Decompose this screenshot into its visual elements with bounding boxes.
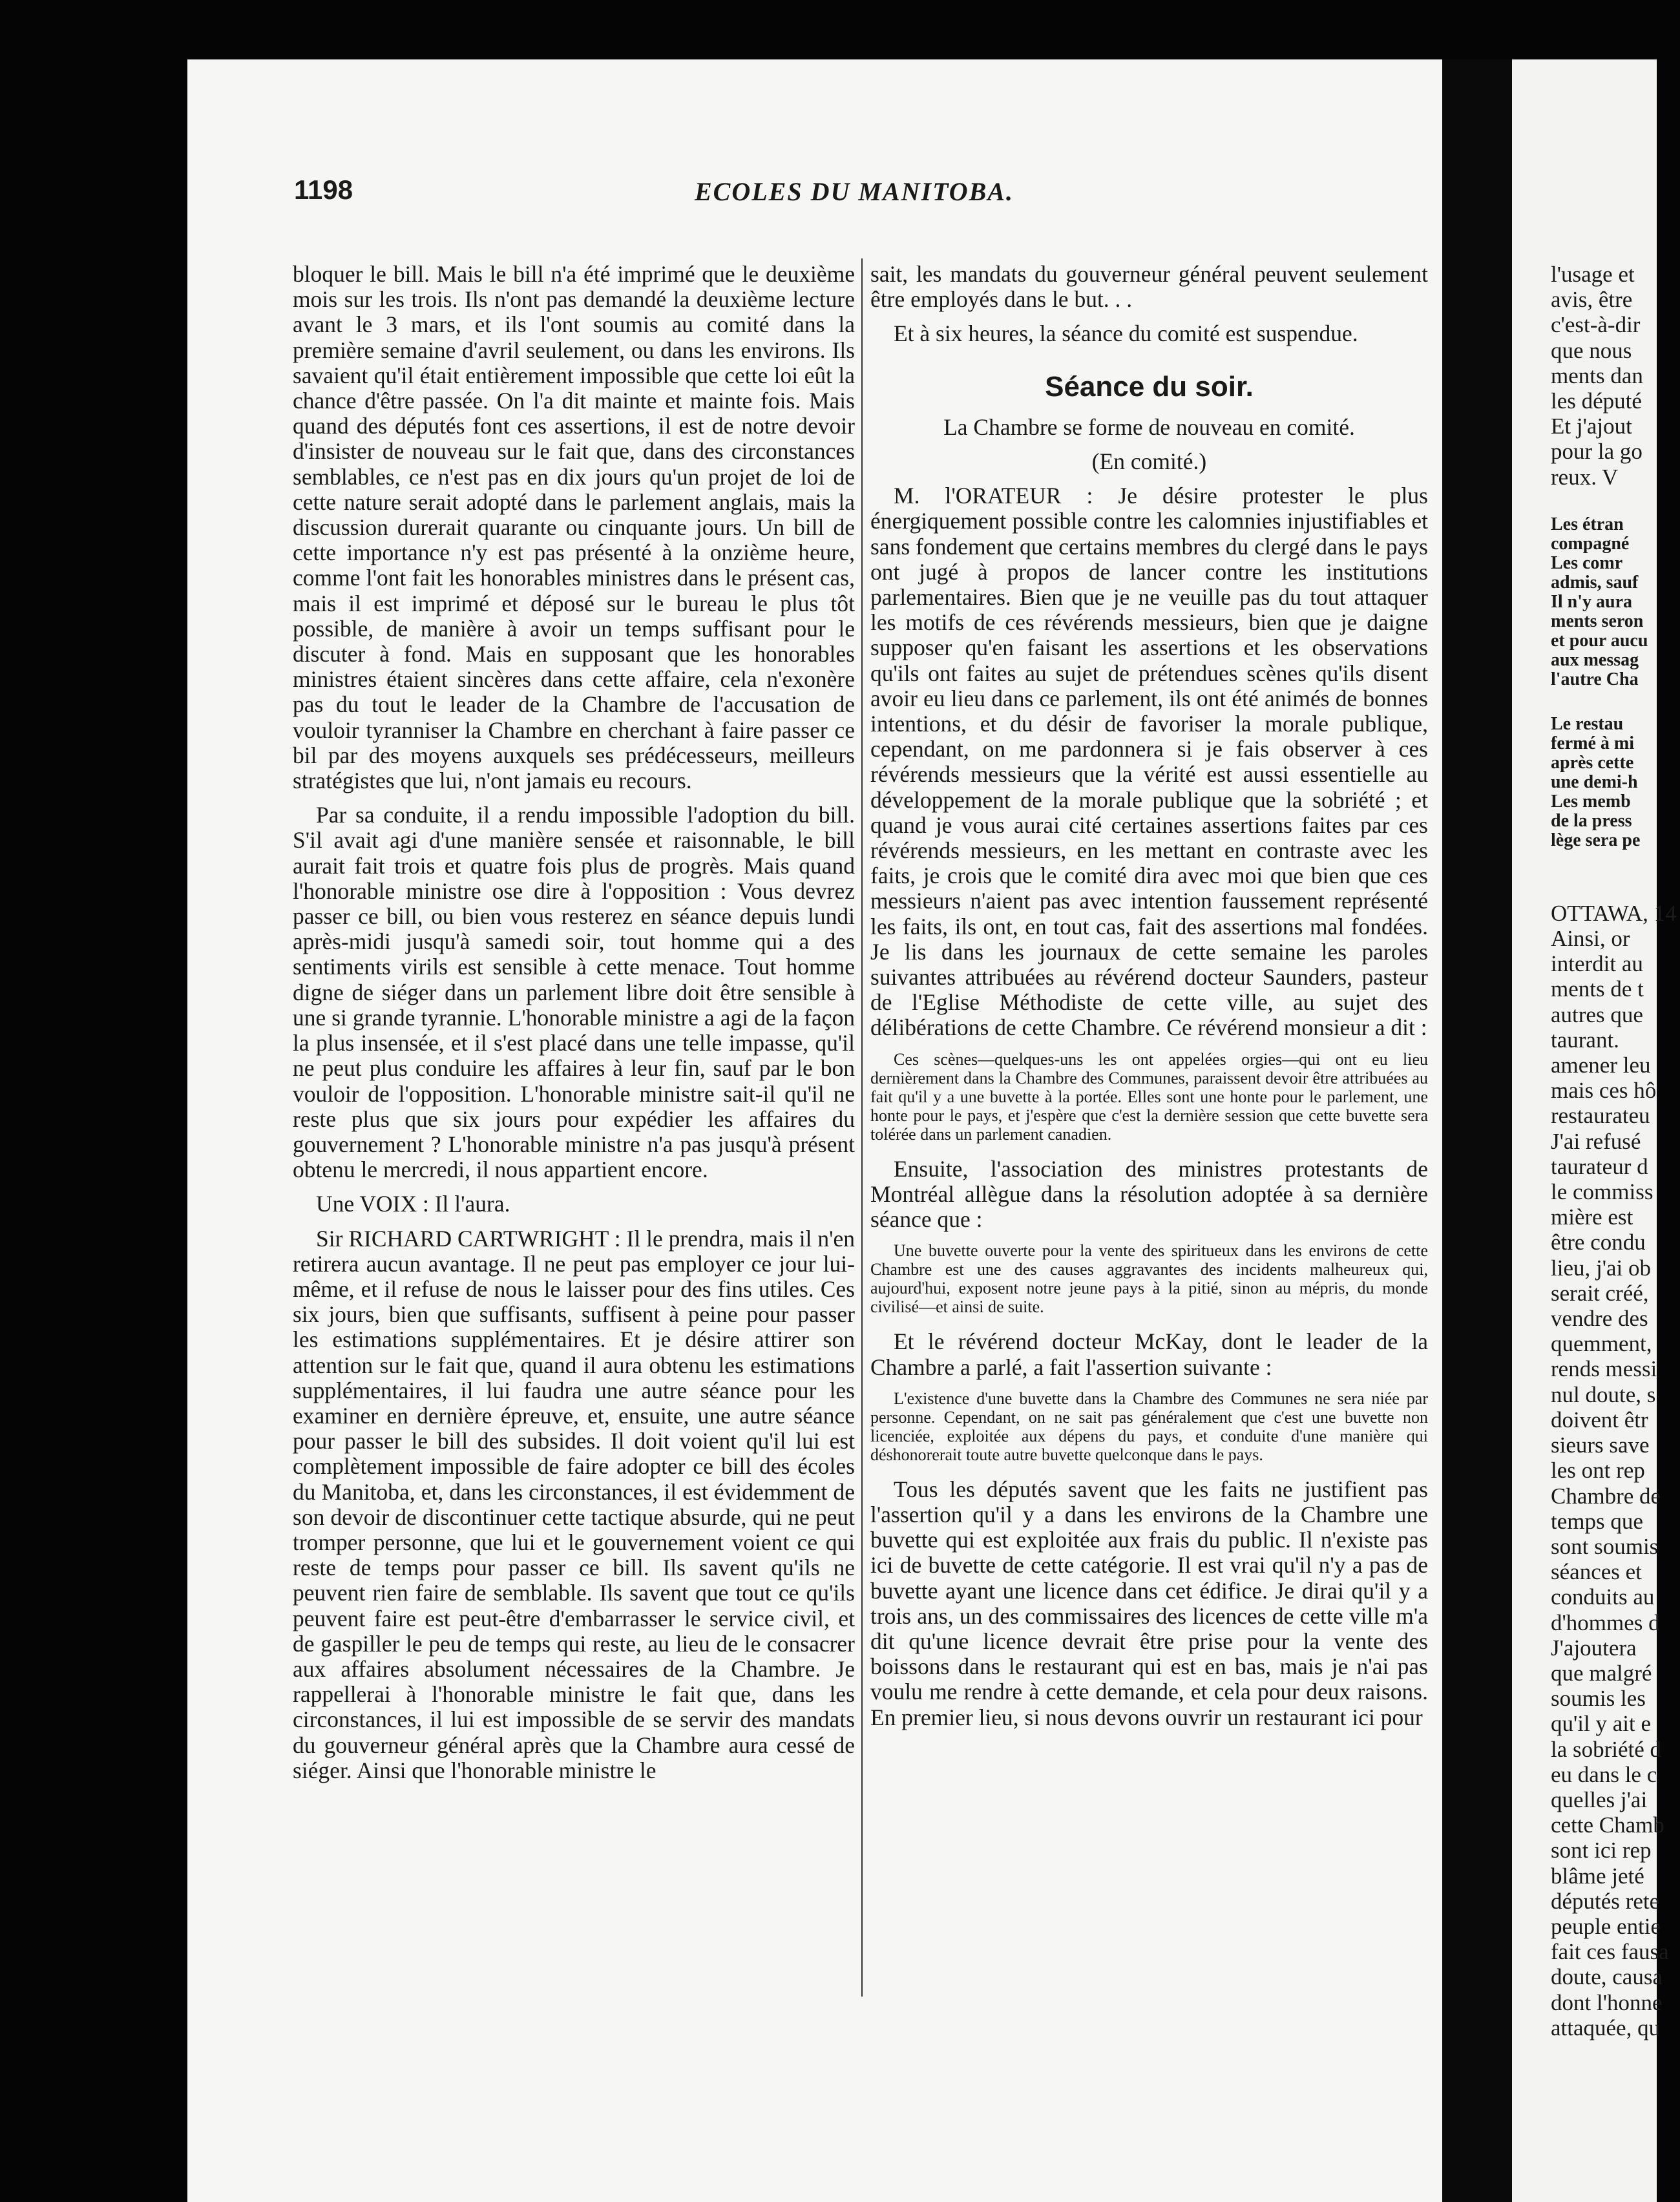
running-head: ECOLES DU MANITOBA. (695, 177, 1014, 206)
fragment-line: admis, sauf (1551, 572, 1639, 592)
fragment-line: sieurs save (1551, 1432, 1650, 1458)
paragraph: bloquer le bill. Mais le bill n'a été imprimé que le deuxième mois sur les trois. Ils n'ont pas demandé la deuxième lecture avant le 3 mars, et ils l'ont soumis au comité dans la première semaine d'avril seulement, ou dans les environs. Ils savaient qu'il était entièrement impossible que cette loi eût la chance d'être passée. On l'a dit mainte et mainte fois. Mais quand des députés font ces assertions, il est de notre devoir d'insister de nouveau sur le fait que, dans des circonstances semblables, ce n'est pas en dix jours qu'un projet de loi de cette nature serait adopté dans le parlement anglais, mais la discussion durerait quarante ou cinquante jours. Un bill de cette importance n'y est pas présenté à la onzième heure, comme l'ont fait les honorables ministres dans le présent cas, mais il est imprimé et déposé sur le bureau le plus tôt possible, de manière à avoir un temps suffisant pour le discuter à fond. Mais en supposant que les honorables ministres étaient sincères dans cette affaire, cela n'exonère pas du tout le leader de la Chambre de l'accusation de vouloir tyranniser la Chambre en cherchant à faire passer ce bil par des moyens auxquels ses prédécesseurs, meilleurs stratégistes que lui, n'ont jamais eu recours. (293, 261, 855, 794)
page-gutter (1442, 59, 1512, 2202)
fragment-line: J'ai refusé (1551, 1128, 1641, 1154)
fragment-line: Il n'y aura (1551, 591, 1633, 612)
paragraph: Ensuite, l'association des ministres protestants de Montréal allègue dans la résolution adoptée à sa dernière séance que : (870, 1155, 1428, 1233)
fragment-line: que nous (1551, 337, 1632, 363)
fragment-line: les député (1551, 388, 1642, 414)
fragment-line: de la press (1551, 810, 1632, 831)
paragraph: sait, les mandats du gouverneur général peuvent seulement être employés dans le but. . . (870, 261, 1428, 313)
fragment-line (1551, 689, 1680, 715)
page-number: 1198 (294, 174, 353, 205)
subheading: (En comité.) (1091, 448, 1207, 475)
next-page-fragments (1551, 262, 1680, 2040)
fragment-line: OTTAWA, 14 (1551, 900, 1677, 926)
fragment-line: pour la go (1551, 439, 1643, 465)
fragment-line: doivent êtr (1551, 1407, 1648, 1432)
block-quote: Une buvette ouverte pour la vente des spiritueux dans les environs de cette Chambre est une des causes aggravantes des incidents malheureux qui, aujourd'hui, exposent notre jeune pays à la pitié, sinon au mépris, du monde civilisé—et ainsi de suite. (870, 1241, 1428, 1317)
fragment-line: d'hommes d (1551, 1610, 1660, 1635)
fragment-line: Les memb (1551, 791, 1631, 812)
fragment-line: serait créé, (1551, 1280, 1649, 1306)
fragment-line: interdit au (1551, 951, 1643, 977)
fragment-line: doute, causa (1551, 1964, 1663, 1990)
fragment-line: Le restau (1551, 713, 1624, 734)
fragment-line: les ont rep (1551, 1458, 1645, 1484)
fragment-line: et pour aucu (1551, 630, 1648, 651)
fragment-line: c'est-à-dir (1551, 312, 1641, 338)
section-heading: Séance du soir. (1045, 370, 1254, 403)
fragment-line: blâme jeté (1551, 1863, 1644, 1889)
fragment-line: que malgré (1551, 1660, 1652, 1686)
fragment-line: séances et (1551, 1559, 1642, 1585)
fragment-line: être condu (1551, 1230, 1646, 1255)
fragment-line: Et j'ajout (1551, 414, 1632, 439)
fragment-line (1551, 876, 1680, 901)
fragment-line: amener leu (1551, 1053, 1651, 1078)
fragment-line: Chambre de (1551, 1483, 1661, 1509)
fragment-line: lège sera pe (1551, 830, 1641, 850)
fragment-line: mière est (1551, 1204, 1633, 1230)
fragment-line: fermé à mi (1551, 733, 1635, 753)
fragment-line: autres que (1551, 1001, 1643, 1027)
interjection: Une VOIX : Il l'aura. (316, 1191, 510, 1217)
fragment-line: eu dans le c (1551, 1761, 1657, 1787)
paragraph: M. l'ORATEUR : Je désire protester le plus énergiquement possible contre les calomnies injustifiables et sans fondement que certains membres du clergé dans le pays ont jugé à propos de lancer contre les institutions parlementaires. Bien que je ne veuille pas du tout attaquer les motifs de ces révérends messieurs, bien que je daigne supposer qu'en faisant les assertions et les observations qu'ils ont faites au sujet de prétendues scènes qu'ils disent avoir eu lieu dans ce parlement, ils ont été animés de bonnes intentions, et du désir de favoriser la morale publique, cependant, on me pardonnera si je fais observer à ces révérends messieurs que la vérité est aussi essentielle au développement de la morale publique que la sobriété ; et quand je vous aurai cité certaines assertions faites par ces révérends messieurs, en les mettant en contraste avec les faits, je crois que le comité dira avec moi que bien que ces messieurs n'aient pas avec intention faussement représenté les faits, ils ont, en tout cas, fait des assertions mal fondées. Je lis dans les journaux de cette semaine les paroles suivantes attribuées au révérend docteur Saunders, pasteur de l'Eglise Méthodiste de cette ville, au sujet des délibérations de cette Chambre. Ce révérend monsieur a dit : (870, 483, 1428, 1041)
fragment-line: sont soumis (1551, 1533, 1659, 1559)
fragment-line: dont l'honne (1551, 1989, 1663, 2015)
fragment-line: quemment, (1551, 1331, 1652, 1357)
fragment-line: mais ces hô (1551, 1078, 1657, 1104)
fragment-line: aux messag (1551, 649, 1639, 670)
fragment-line (1551, 850, 1680, 876)
fragment-line: compagné (1551, 533, 1630, 554)
fragment-line: restaurateu (1551, 1103, 1650, 1129)
paragraph: Et à six heures, la séance du comité est suspendue. (894, 320, 1358, 347)
fragment-line (1551, 490, 1680, 515)
fragment-line: vendre des (1551, 1306, 1648, 1332)
fragment-line: la sobriété d (1551, 1736, 1662, 1762)
fragment-line: l'autre Cha (1551, 669, 1639, 689)
block-quote: L'existence d'une buvette dans la Chambre des Communes ne sera niée par personne. Cependant, on ne sait pas généralement que c'est une buvette non licenciée, exploitée aux dépens du pays, et conduite d'une manière qui déshonorerait toute autre buvette quelconque dans le pays. (870, 1389, 1428, 1464)
fragment-line: soumis les (1551, 1686, 1646, 1712)
paragraph: Sir RICHARD CARTWRIGHT : Il le prendra, mais il n'en retirera aucun avantage. Il ne peut pas employer ce jour lui-même, et il refuse de nous le laisser pour des fins utiles. Ces six jours, bien que suffisants, suffisent à peine pour passer les estimations supplémentaires. Et je désire attirer son attention sur le fait que, quand il aura obtenu les estimations supplémentaires, il lui faudra une autre séance pour les examiner en dernière épreuve, et, ensuite, une autre séance pour passer le bill des subsides. Il doit voient qu'il lui est complètement impossible de faire adopter ce bill des écoles du Manitoba, et, dans les circonstances, il est évidemment de son devoir de discontinuer cette tactique absurde, qui ne peut tromper personne, que lui et le gouvernement voient ce qui reste de temps pour passer ce bill. Ils savent qu'ils ne peuvent rien faire de semblable. Ils savent que tout ce qu'ils peuvent faire est peut-être d'embarrasser le service civil, et de gaspiller le peu de temps qui reste, au lieu de le consacrer aux affaires absolument nécessaires de la Chambre. Je rappellerai à l'honorable ministre le fait que, dans les circonstances, il lui est impossible de se servir des mandats du gouverneur général après que la Chambre aura cessé de siéger. Ainsi que l'honorable ministre le (293, 1225, 855, 1783)
fragment-line: le commiss (1551, 1179, 1654, 1205)
fragment-line: rends messi (1551, 1356, 1657, 1382)
fragment-line: conduits au (1551, 1584, 1655, 1610)
fragment-line: avis, être (1551, 287, 1633, 313)
fragment-line: après cette (1551, 752, 1634, 773)
fragment-line: Les comr (1551, 552, 1623, 573)
fragment-line: ments de t (1551, 976, 1644, 1002)
fragment-line: sont ici rep (1551, 1838, 1652, 1863)
paragraph: Et le révérend docteur McKay, dont le leader de la Chambre a parlé, a fait l'assertion suivante : (870, 1328, 1428, 1380)
column-rule (861, 258, 863, 1997)
paragraph: La Chambre se forme de nouveau en comité. (943, 414, 1355, 440)
paragraph: Par sa conduite, il a rendu impossible l'adoption du bill. S'il avait agi d'une manière sensée et raisonnable, le bill aurait fait trois et quatre fois plus de progrès. Mais quand l'honorable ministre ose dire à l'opposition : Vous devrez passer ce bill, ou bien vous resterez en séance depuis lundi après-midi jusqu'à samedi soir, tout homme qui a des sentiments virils est sensible à cette menace. Tout homme digne de siéger dans un parlement libre doit être sensible à une si grande tyrannie. L'honorable ministre a agi de la façon la plus insensée, et il s'est placé dans une telle impasse, qu'il ne peut plus conduire les affaires à leur fin, sauf par le bon vouloir de l'opposition. L'honorable ministre sait-il qu'il ne reste plus que six jours pour expédier les affaires du gouvernement ? L'honorable ministre n'a pas jusqu'à présent obtenu le mercredi, il nous appartient encore. (293, 802, 855, 1183)
fragment-line: nul doute, s (1551, 1381, 1656, 1407)
fragment-line: ments dan (1551, 362, 1643, 388)
fragment-line: taurateur d (1551, 1153, 1648, 1179)
paragraph: Tous les députés savent que les faits ne justifient pas l'assertion qu'il y a dans les environs de la Chambre une buvette qui est exploitée aux frais du public. Il n'existe pas ici de buvette de cette catégorie. Il est vrai qu'il n'y a pas de buvette ayant une licence dans cet édifice. Je dirai qu'il y a trois ans, un des commissaires des licences de cette ville m'a dit qu'une licence devrait être prise pour la vente des boissons dans le restaurant qui est en bas, mais je n'ai pas voulu me rendre à cette demande, et cela pour deux raisons. En premier lieu, si nous devons ouvrir un restaurant ici pour (870, 1476, 1428, 1730)
fragment-line: peuple entie (1551, 1913, 1661, 1939)
fragment-line: lieu, j'ai ob (1551, 1255, 1652, 1281)
fragment-line: temps que (1551, 1508, 1643, 1534)
fragment-line: députés rete (1551, 1888, 1660, 1914)
fragment-line: qu'il y ait e (1551, 1711, 1652, 1737)
fragment-line: taurant. (1551, 1027, 1619, 1053)
fragment-line: cette Chamb (1551, 1812, 1664, 1838)
fragment-line: Ainsi, or (1551, 926, 1630, 952)
fragment-line: attaquée, qu (1551, 2015, 1661, 2040)
fragment-line: J'ajoutera (1551, 1635, 1637, 1661)
fragment-line: Les étran (1551, 514, 1624, 534)
fragment-line: fait ces fausa (1551, 1939, 1669, 1965)
block-quote: Ces scènes—quelques-uns les ont appelées orgies—qui ont eu lieu dernièrement dans la Chambre des Communes, paraissent devoir être attribuées au fait qu'il y a une buvette à la portée. Elles sont une honte pour le parlement, une honte pour le pays, et j'espère que c'est la dernière session que cette buvette sera tolérée dans un parlement canadien. (870, 1049, 1428, 1144)
fragment-line: ments seron (1551, 611, 1644, 631)
right-column (870, 262, 1428, 2006)
fragment-line: quelles j'ai (1551, 1787, 1648, 1812)
fragment-line: reux. V (1551, 464, 1619, 490)
fragment-line: l'usage et (1551, 262, 1635, 287)
fragment-line: une demi-h (1551, 771, 1638, 792)
left-column (293, 262, 855, 2006)
